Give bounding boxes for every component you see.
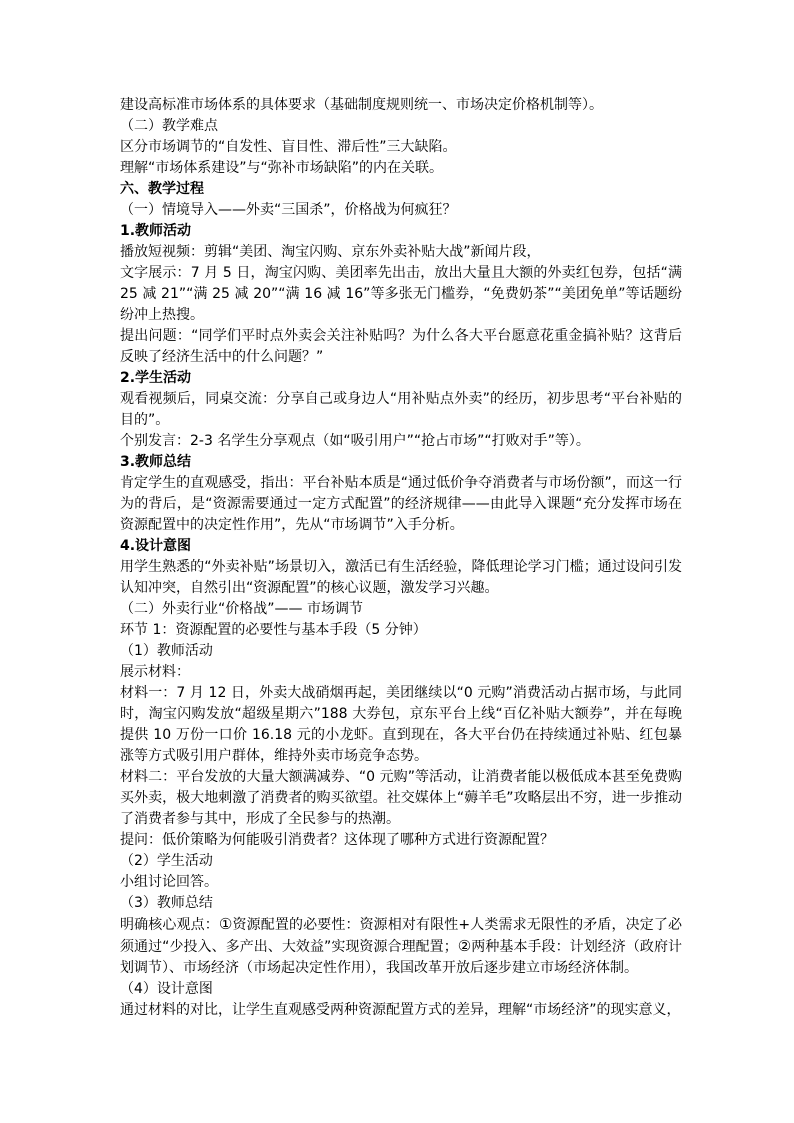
subsection-heading: 4.设计意图 [120,538,192,554]
text-paragraph [120,914,682,979]
section-heading: （二）外卖行业“价格战”—— 市场调节 [120,601,363,617]
section-heading: （一）情境导入——外卖“三国杀”，价格战为何疯狂？ [120,202,457,218]
text-paragraph: 观看视频后，同桌交流：分享自己或身边人“用补贴点外卖”的经历，初步思考“平台补贴的目的”。 [120,391,682,428]
text-line: 展示材料： [120,664,190,680]
text-line: （3）教师总结 [120,895,213,911]
circled-number-2: ② [457,937,472,955]
text-line: 小组讨论回答。 [120,874,218,890]
text-run: 两种基本手段：计划经济（政府计划调节）、市场经济（市场起决定性作用），我国改革开放后逐步建立市场经济体制。 [120,939,683,976]
text-line: （4）设计意图 [120,981,213,997]
text-line: 提问：低价策略为何能吸引消费者？这体现了哪种方式进行资源配置？ [120,832,554,848]
text-paragraph: 用学生熟悉的“外卖补贴”场景切入，激活已有生活经验，降低理论学习门槛；通过设问引发认知冲突，自然引出“资源配置”的核心议题，激发学习兴趣。 [120,559,682,596]
text-run: 资源配置的必要性：资源相对有限性+人类需求无限性的矛盾，决定了必须通过“少投入、多产出、大效益”实现资源合理配置； [120,917,683,955]
text-paragraph: 材料二：平台发放的大量大额满减券、“0 元购”等活动，让消费者能以极低成本甚至免费购买外卖，极大地刺激了消费者的购买欲望。社交媒体上“薅羊毛”攻略层出不穷，进一步推动了消费者参与其中，形成了全民参与的热潮。 [120,769,682,827]
text-run: 明确核心观点： [120,917,219,933]
document-page [120,95,682,1021]
text-line: 理解“市场体系建设”与“弥补市场缺陷”的内在关联。 [120,160,444,176]
circled-number-1: ① [218,915,233,933]
text-line: 播放短视频：剪辑“美团、淘宝闪购、京东外卖补贴大战”新闻片段， [120,244,541,260]
subsection-heading: 3.教师总结 [120,454,192,470]
subsection-heading: 2.学生活动 [120,370,192,386]
text-line: 区分市场调节的“自发性、盲目性、滞后性”三大缺陷。 [120,139,457,155]
text-line: 个别发言：2-3 名学生分享观点（如“吸引用户”“抢占市场”“打败对手”等）。 [120,433,590,449]
section-heading: （二）教学难点 [120,118,218,134]
text-paragraph: 提出问题：“同学们平时点外卖会关注补贴吗？为什么各大平台愿意花重金搞补贴？这背后反映了经济生活中的什么问题？” [120,328,682,365]
text-line: （2）学生活动 [120,853,213,869]
text-paragraph: 材料一：7 月 12 日，外卖大战硝烟再起，美团继续以“0 元购”消费活动占据市场，与此同时，淘宝闪购发放“超级星期六”188 大券包，京东平台上线“百亿补贴大额券”，并在每晚提供 10 万份一口价 16.18 元的小龙虾。直到现在，各大平台仍在持续通过补贴、红包暴涨等方式吸引用户群体，维持外卖市场竞争态势。 [120,685,682,764]
text-line: 建设高标准市场体系的具体要求（基础制度规则统一、市场决定价格机制等）。 [120,97,603,113]
text-line: 环节 1：资源配置的必要性与基本手段（5 分钟） [120,622,427,638]
text-line: 通过材料的对比，让学生直观感受两种资源配置方式的差异，理解“市场经济”的现实意义， [120,1002,681,1018]
text-paragraph: 文字展示：7 月 5 日，淘宝闪购、美团率先出击，放出大量且大额的外卖红包券，包括“满 25 减 21”“满 25 减 20”“满 16 减 16”等多张无门槛券，“免费奶茶”“美团免单”等话题纷纷冲上热搜。 [120,265,682,323]
text-paragraph: 肯定学生的直观感受，指出：平台补贴本质是“通过低价争夺消费者与市场份额”，而这一行为的背后，是“资源需要通过一定方式配置”的经济规律——由此导入课题“充分发挥市场在资源配置中的决定性作用”，先从“市场调节”入手分析。 [120,475,682,533]
subsection-heading: 1.教师活动 [120,223,192,239]
chapter-heading: 六、教学过程 [120,181,204,197]
text-line: （1）教师活动 [120,643,213,659]
